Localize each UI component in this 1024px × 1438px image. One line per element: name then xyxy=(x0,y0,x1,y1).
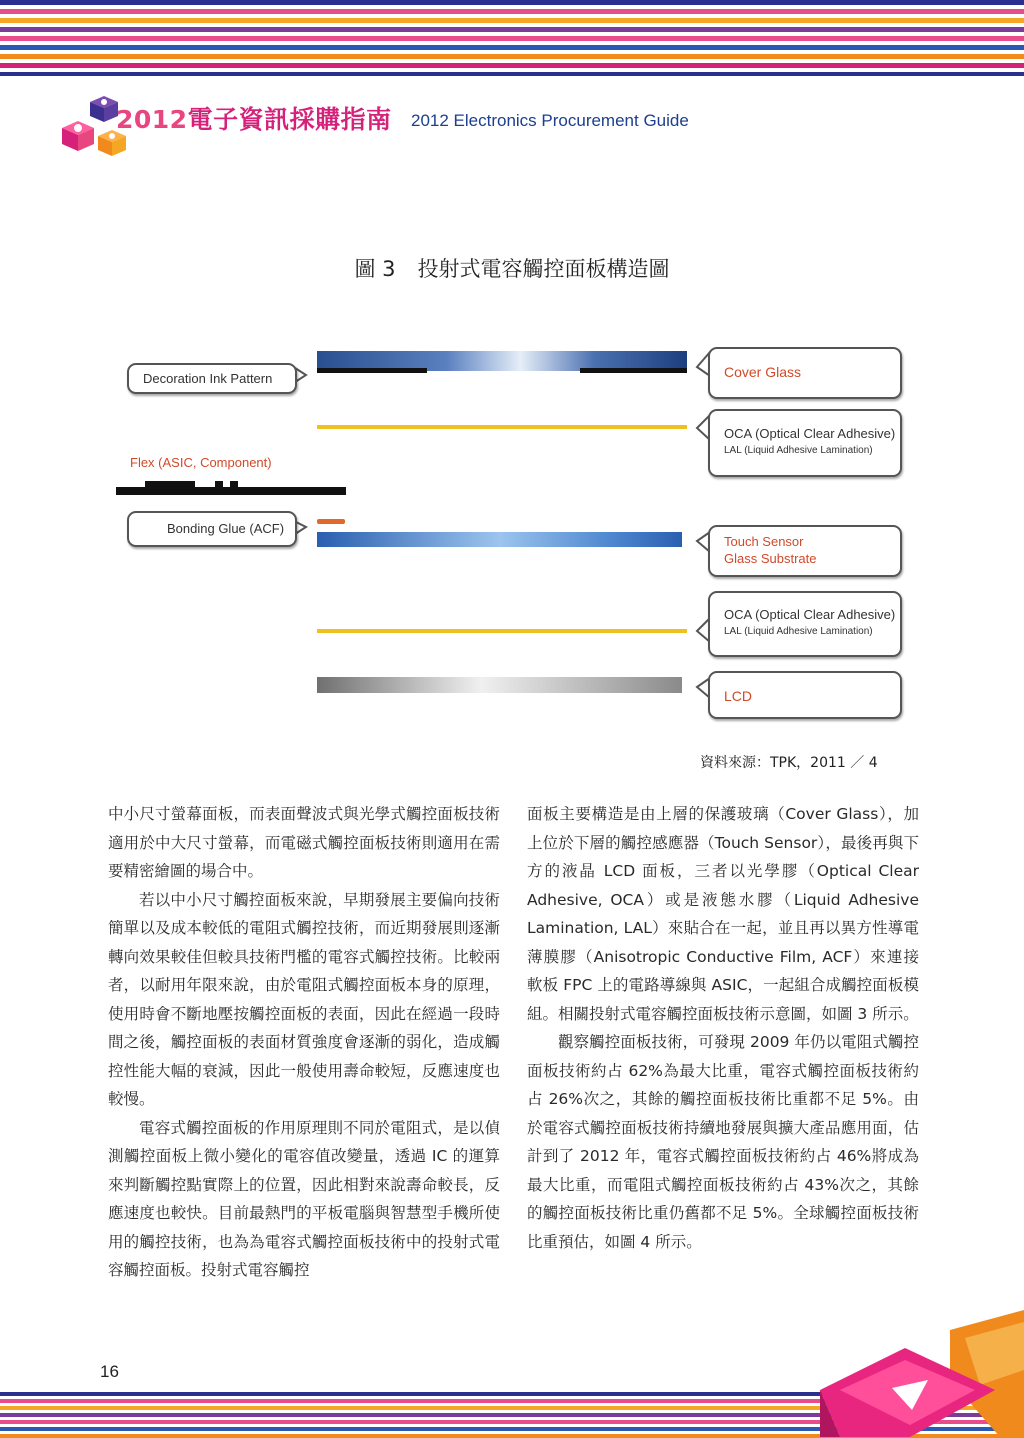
page-header xyxy=(56,96,956,176)
guide-title-text: 電子資訊採購指南 xyxy=(187,105,392,134)
decoration-ink-callout xyxy=(127,363,297,394)
left-paragraph-3: 電容式觸控面板的作用原理則不同於電阻式，是以偵測觸控面板上微小變化的電容值改變量，透過 IC 的運算來判斷觸控點實際上的位置，因此相對來說壽命較長，反應速度也較快。目前最熱門的平板電腦與智慧型手機所使用的觸控技術，也為為電容式觸控面板技術中的投射式電容觸控面板。投射式電容觸控 xyxy=(108,1118,500,1279)
lcd-callout xyxy=(708,671,902,719)
touch-sensor-label-1: Touch Sensor xyxy=(724,534,804,549)
figure-title xyxy=(0,253,1024,283)
left-column xyxy=(108,800,500,1285)
flex-component-2 xyxy=(215,481,223,489)
oca-callout-1 xyxy=(708,409,902,477)
oca-layer-2 xyxy=(317,629,687,633)
right-paragraph-2: 觀察觸控面板技術，可發現 2009 年仍以電阻式觸控面板技術約占 62%為最大比重，電容式觸控面板技術約占 26%次之，其餘的觸控面板技術比重都不足 5%。由於電容式觸控面板技術持續地發展與擴大產品應用面，估計到了 2012 年，電容式觸控面板技術約占 46%將成為最大比重，而電阻式觸控面板技術約占 43%次之，其餘的觸控面板技術比重仍舊都不足 5%。全球觸控面板技術比重預估，如圖 4 所示。 xyxy=(527,1033,919,1251)
cover-glass-callout xyxy=(708,347,902,399)
figure-source: 資料來源：TPK，2011 ／ 4 xyxy=(700,755,878,771)
touch-panel-diagram xyxy=(0,300,1024,740)
lcd-layer xyxy=(317,677,682,693)
cover-glass-label: Cover Glass xyxy=(724,364,802,380)
left-paragraph-2: 若以中小尺寸觸控面板來說，早期發展主要偏向技術簡單以及成本較低的電阻式觸控技術，而近期發展則逐漸轉向效果較佳但較具技術門檻的電容式觸控技術。比較兩者，以耐用年限來說，由於電阻式觸控面板本身的原理，使用時會不斷地壓按觸控面板的表面，因此在經過一段時間之後，觸控面板的表面材質強度會逐漸的弱化，造成觸控性能大幅的衰減，因此一般使用壽命較短，反應速度也較慢。 xyxy=(108,890,500,1108)
flex-component-3 xyxy=(230,481,238,489)
lcd-label: LCD xyxy=(724,688,753,704)
bonding-glue-label: Bonding Glue (ACF) xyxy=(167,521,285,536)
decoration-ink-left xyxy=(317,368,427,373)
guide-year: 2012 xyxy=(116,105,188,134)
page-number: 16 xyxy=(100,1362,119,1381)
acf-glue xyxy=(317,519,345,524)
touch-sensor-label-2: Glass Substrate xyxy=(724,551,817,566)
oca-label-2b: LAL (Liquid Adhesive Lamination) xyxy=(724,626,873,637)
guide-subtitle: 2012 Electronics Procurement Guide xyxy=(411,111,689,130)
figure-number: 圖 3 xyxy=(354,257,396,281)
right-paragraph-1: 面板主要構造是由上層的保護玻璃（Cover Glass），加上位於下層的觸控感應器（Touch Sensor），最後再與下方的液晶 LCD 面板，三者以光學膠（Optical Clear Adhesive, OCA）或是液態水膠（Liquid Adhesive Lamination, LAL）來貼合在一起，並且再以異方性導電薄膜膠（Anisotropic Conductive Film, ACF）來連接軟板 FPC 上的電路導線與 ASIC，一起組合成觸控面板模組。相關投射式電容觸控面板技術示意圖，如圖 3 所示。 xyxy=(527,805,919,1023)
oca-label-2a: OCA (Optical Clear Adhesive) xyxy=(724,607,896,622)
oca-callout-2 xyxy=(708,591,902,657)
flex-label: Flex (ASIC, Component) xyxy=(130,455,272,470)
touch-sensor-callout xyxy=(708,525,902,577)
right-column xyxy=(527,800,919,1256)
touch-sensor-layer xyxy=(317,532,682,547)
left-paragraph-1: 中小尺寸螢幕面板，而表面聲波式與光學式觸控面板技術適用於中大尺寸螢幕，而電磁式觸控面板技術則適用在需要精密繪圖的場合中。 xyxy=(108,805,500,880)
flex-component-1 xyxy=(145,481,195,489)
decoration-ink-right xyxy=(580,368,687,373)
oca-layer-1 xyxy=(317,425,687,429)
oca-label-1b: LAL (Liquid Adhesive Lamination) xyxy=(724,445,873,456)
decoration-ink-label: Decoration Ink Pattern xyxy=(143,371,273,386)
corner-cube-icon xyxy=(800,1310,1024,1437)
bonding-glue-callout xyxy=(127,511,297,547)
figure-caption: 投射式電容觸控面板構造圖 xyxy=(417,257,670,281)
guide-title xyxy=(116,100,392,136)
top-stripes xyxy=(0,0,1024,76)
oca-label-1a: OCA (Optical Clear Adhesive) xyxy=(724,426,896,441)
